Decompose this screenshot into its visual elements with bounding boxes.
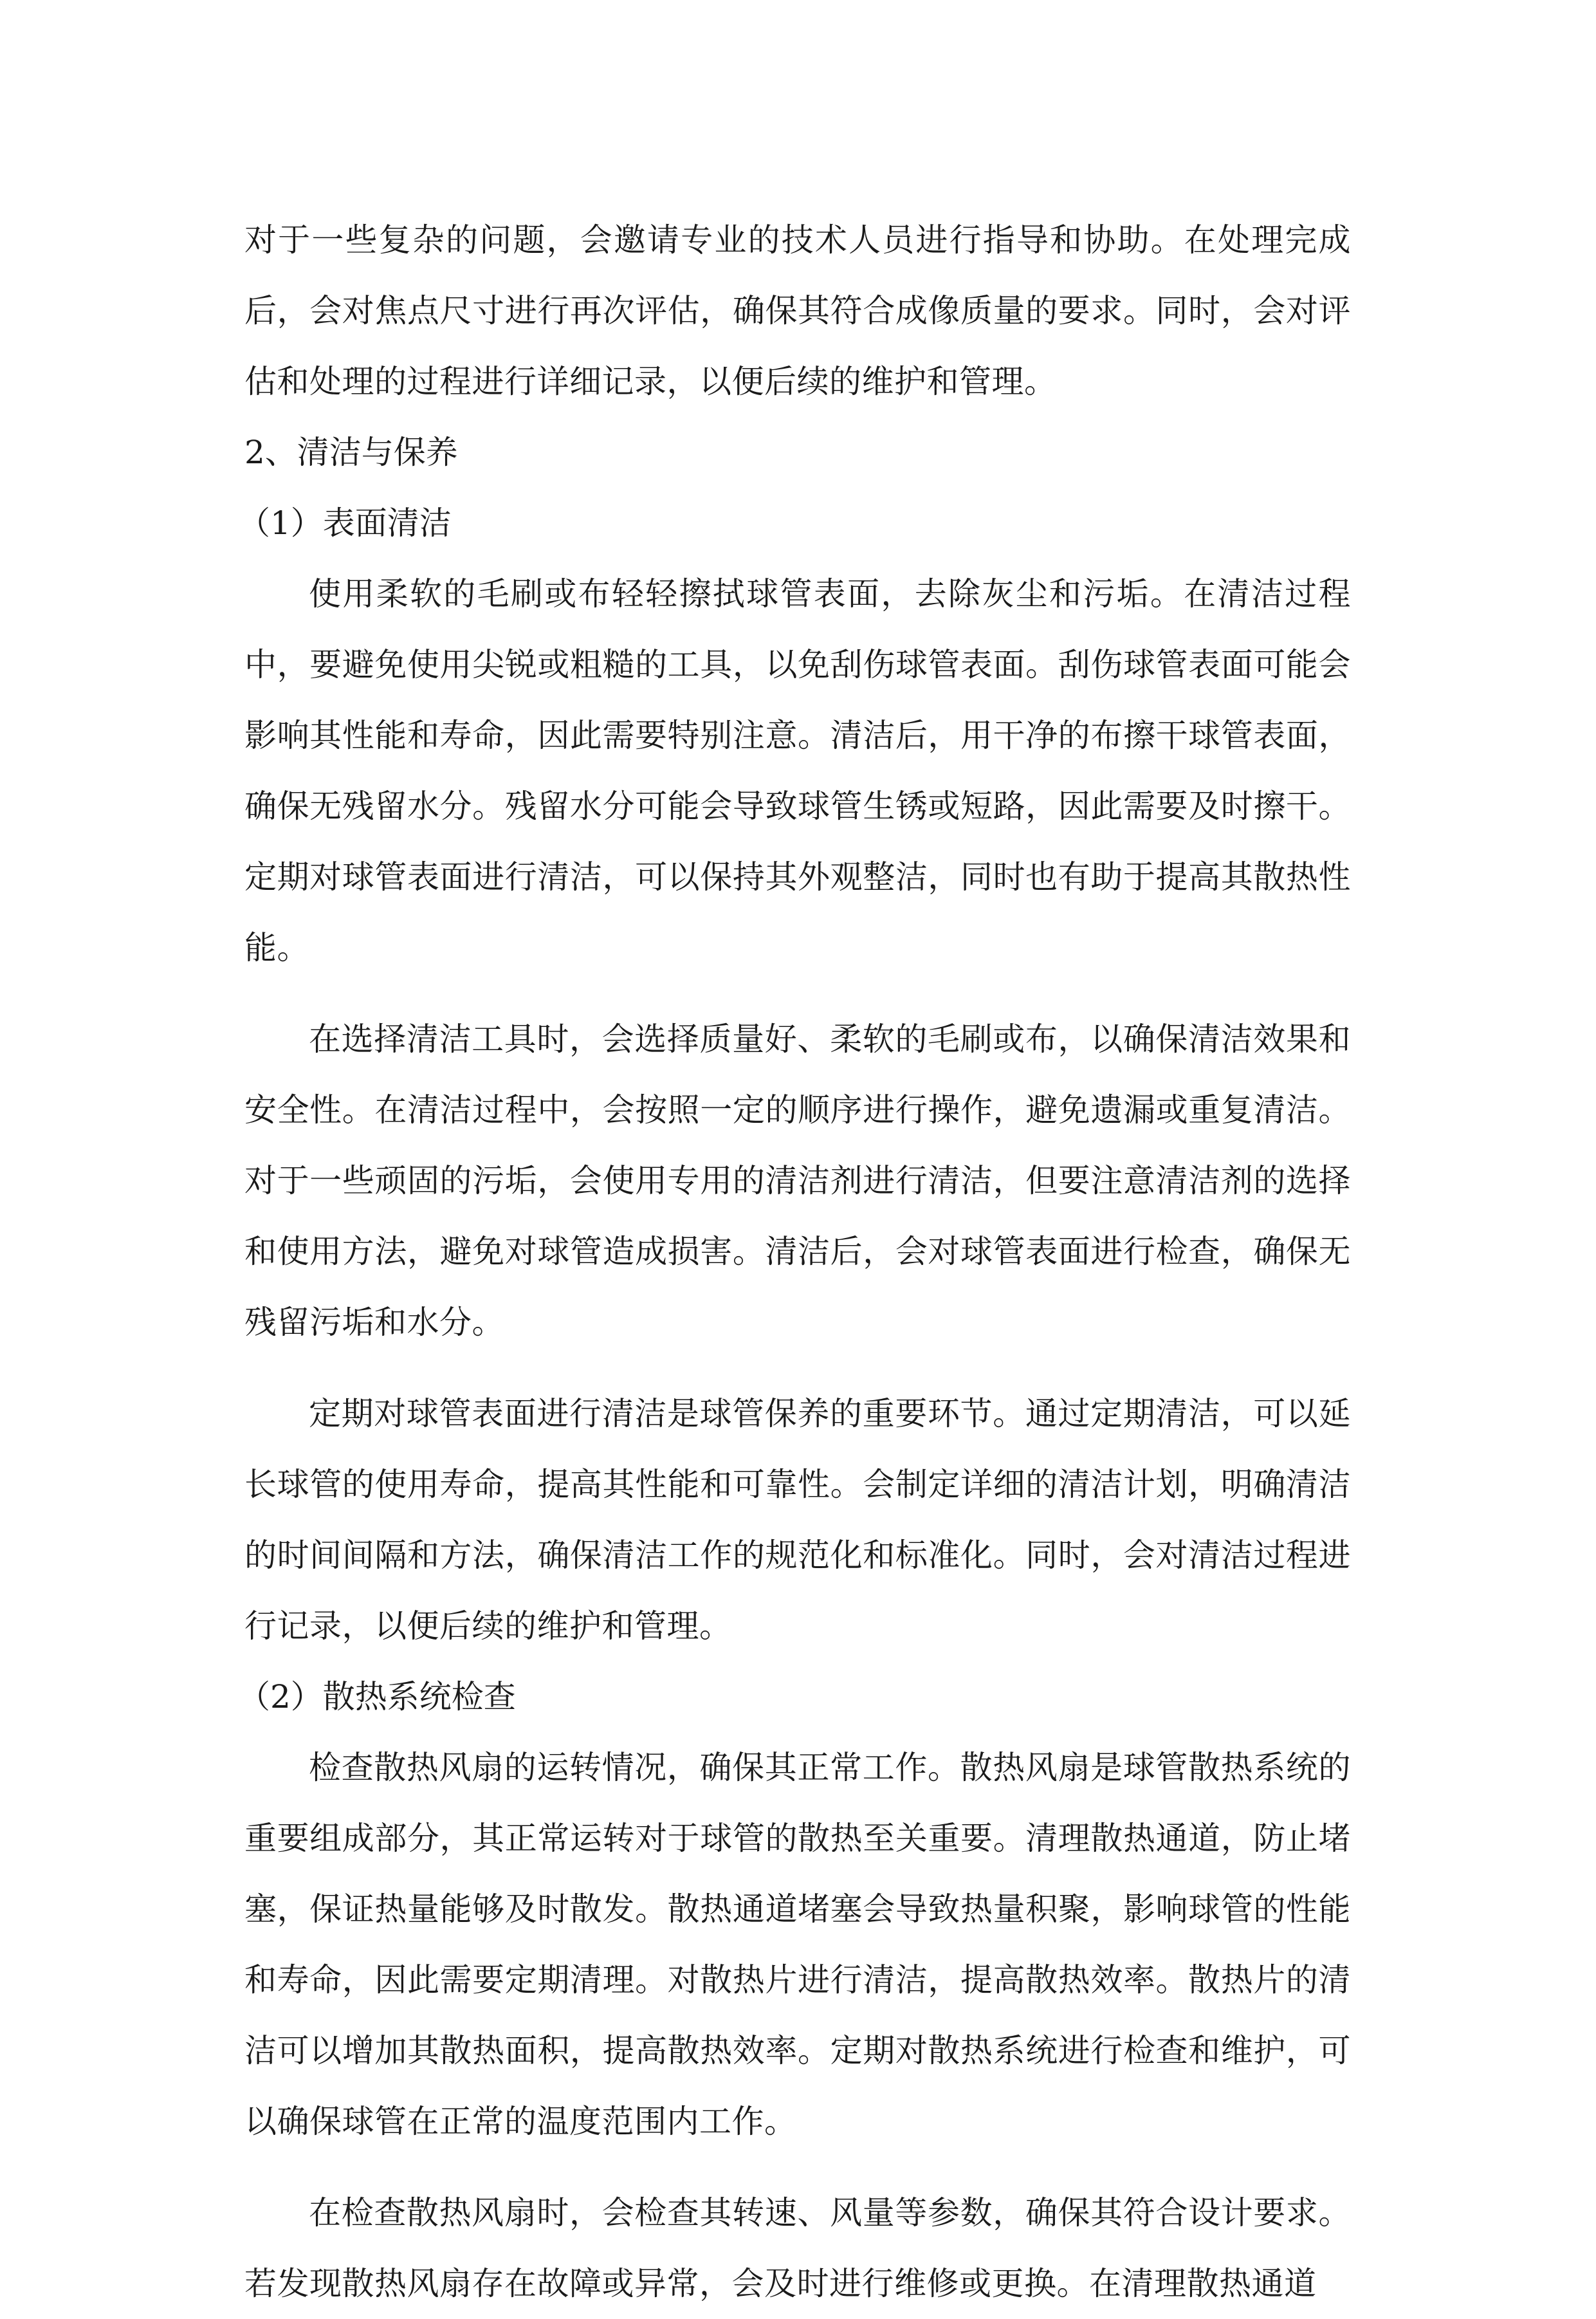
subsection-heading-cooling-system-check: （2）散热系统检查 bbox=[238, 1678, 516, 1715]
section-heading-cleaning-maintenance: 2、清洁与保养 bbox=[244, 434, 458, 471]
surface-cleaning-paragraph-3: 定期对球管表面进行清洁是球管保养的重要环节。通过定期清洁，可以延长球管的使用寿命，提高其性能和可靠性。会制定详细的清洁计划，明确清洁的时间间隔和方法，确保清洁工作的规范化和标准化。同时，会对清洁过程进行记录，以便后续的维护和管理。 bbox=[244, 1395, 1351, 1645]
surface-cleaning-paragraph-2: 在选择清洁工具时，会选择质量好、柔软的毛刷或布，以确保清洁效果和安全性。在清洁过程中，会按照一定的顺序进行操作，避免遗漏或重复清洁。对于一些顽固的污垢，会使用专用的清洁剂进行清洁，但要注意清洁剂的选择和使用方法，避免对球管造成损害。清洁后，会对球管表面进行检查，确保无残留污垢和水分。 bbox=[244, 1021, 1351, 1341]
cooling-system-paragraph-1: 检查散热风扇的运转情况，确保其正常工作。散热风扇是球管散热系统的重要组成部分，其正常运转对于球管的散热至关重要。清理散热通道，防止堵塞，保证热量能够及时散发。散热通道堵塞会导致热量积聚，影响球管的性能和寿命，因此需要定期清理。对散热片进行清洁，提高散热效率。散热片的清洁可以增加其散热面积，提高散热效率。定期对散热系统进行检查和维护，可以确保球管在正常的温度范围内工作。 bbox=[244, 1749, 1351, 2140]
subsection-heading-surface-cleaning: （1）表面清洁 bbox=[238, 504, 452, 542]
document-page bbox=[238, 205, 1351, 2319]
surface-cleaning-paragraph-1: 使用柔软的毛刷或布轻轻擦拭球管表面，去除灰尘和污垢。在清洁过程中，要避免使用尖锐或粗糙的工具，以免刮伤球管表面。刮伤球管表面可能会影响其性能和寿命，因此需要特别注意。清洁后，用干净的布擦干球管表面，确保无残留水分。残留水分可能会导致球管生锈或短路，因此需要及时擦干。定期对球管表面进行清洁，可以保持其外观整洁，同时也有助于提高其散热性能。 bbox=[244, 575, 1351, 966]
intro-paragraph: 对于一些复杂的问题，会邀请专业的技术人员进行指导和协助。在处理完成后，会对焦点尺寸进行再次评估，确保其符合成像质量的要求。同时，会对评估和处理的过程进行详细记录，以便后续的维护和管理。 bbox=[244, 221, 1351, 400]
cooling-system-paragraph-2: 在检查散热风扇时，会检查其转速、风量等参数，确保其符合设计要求。若发现散热风扇存在故障或异常，会及时进行维修或更换。在清理散热通道 bbox=[244, 2194, 1351, 2302]
